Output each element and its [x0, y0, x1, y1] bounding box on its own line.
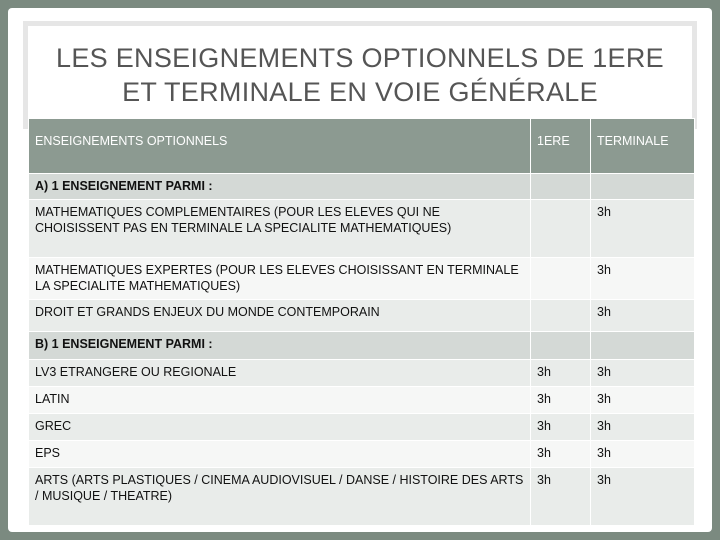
- row-terminale: 3h: [591, 200, 695, 258]
- row-label: LV3 ETRANGERE OU REGIONALE: [29, 360, 531, 387]
- table-row: [29, 468, 695, 526]
- row-label: MATHEMATIQUES COMPLEMENTAIRES (POUR LES ELEVES QUI NE CHOISISSENT PAS EN TERMINALE LA SPECIALITE MATHEMATIQUES): [29, 200, 531, 258]
- row-1ere: [531, 174, 591, 200]
- row-label: GREC: [29, 414, 531, 441]
- header-terminale: TERMINALE: [591, 119, 695, 174]
- section-row-b: [29, 332, 695, 360]
- table-row: [29, 387, 695, 414]
- row-terminale: 3h: [591, 258, 695, 300]
- row-label: EPS: [29, 441, 531, 468]
- row-label: MATHEMATIQUES EXPERTES (POUR LES ELEVES CHOISISSANT EN TERMINALE LA SPECIALITE MATHEMATIQUES): [29, 258, 531, 300]
- row-1ere: [531, 200, 591, 258]
- row-terminale: [591, 174, 695, 200]
- row-label: A) 1 ENSEIGNEMENT PARMI :: [29, 174, 531, 200]
- slide-title: [40, 41, 680, 109]
- table-row: [29, 258, 695, 300]
- table-header-row: [29, 119, 695, 174]
- table-row: [29, 360, 695, 387]
- row-terminale: 3h: [591, 300, 695, 332]
- table-row: [29, 200, 695, 258]
- row-1ere: 3h: [531, 360, 591, 387]
- section-row-a: [29, 174, 695, 200]
- row-terminale: 3h: [591, 360, 695, 387]
- row-terminale: 3h: [591, 441, 695, 468]
- table-row: [29, 441, 695, 468]
- title-line-1: LES ENSEIGNEMENTS OPTIONNELS DE 1ERE: [56, 43, 664, 73]
- row-label: LATIN: [29, 387, 531, 414]
- table-row: [29, 300, 695, 332]
- title-box: [28, 26, 692, 124]
- row-1ere: 3h: [531, 468, 591, 526]
- row-label: B) 1 ENSEIGNEMENT PARMI :: [29, 332, 531, 360]
- row-1ere: [531, 332, 591, 360]
- title-line-2: ET TERMINALE EN VOIE GÉNÉRALE: [122, 77, 598, 107]
- options-table-wrapper: [28, 118, 694, 526]
- row-label: DROIT ET GRANDS ENJEUX DU MONDE CONTEMPORAIN: [29, 300, 531, 332]
- row-1ere: [531, 258, 591, 300]
- table-row: [29, 414, 695, 441]
- row-terminale: 3h: [591, 468, 695, 526]
- row-1ere: 3h: [531, 387, 591, 414]
- options-table: [28, 118, 695, 526]
- header-subjects: ENSEIGNEMENTS OPTIONNELS: [29, 119, 531, 174]
- row-label: ARTS (ARTS PLASTIQUES / CINEMA AUDIOVISUEL / DANSE / HISTOIRE DES ARTS / MUSIQUE / THEATRE): [29, 468, 531, 526]
- row-1ere: 3h: [531, 414, 591, 441]
- row-terminale: 3h: [591, 387, 695, 414]
- header-1ere: 1ERE: [531, 119, 591, 174]
- row-1ere: 3h: [531, 441, 591, 468]
- row-terminale: 3h: [591, 414, 695, 441]
- row-terminale: [591, 332, 695, 360]
- row-1ere: [531, 300, 591, 332]
